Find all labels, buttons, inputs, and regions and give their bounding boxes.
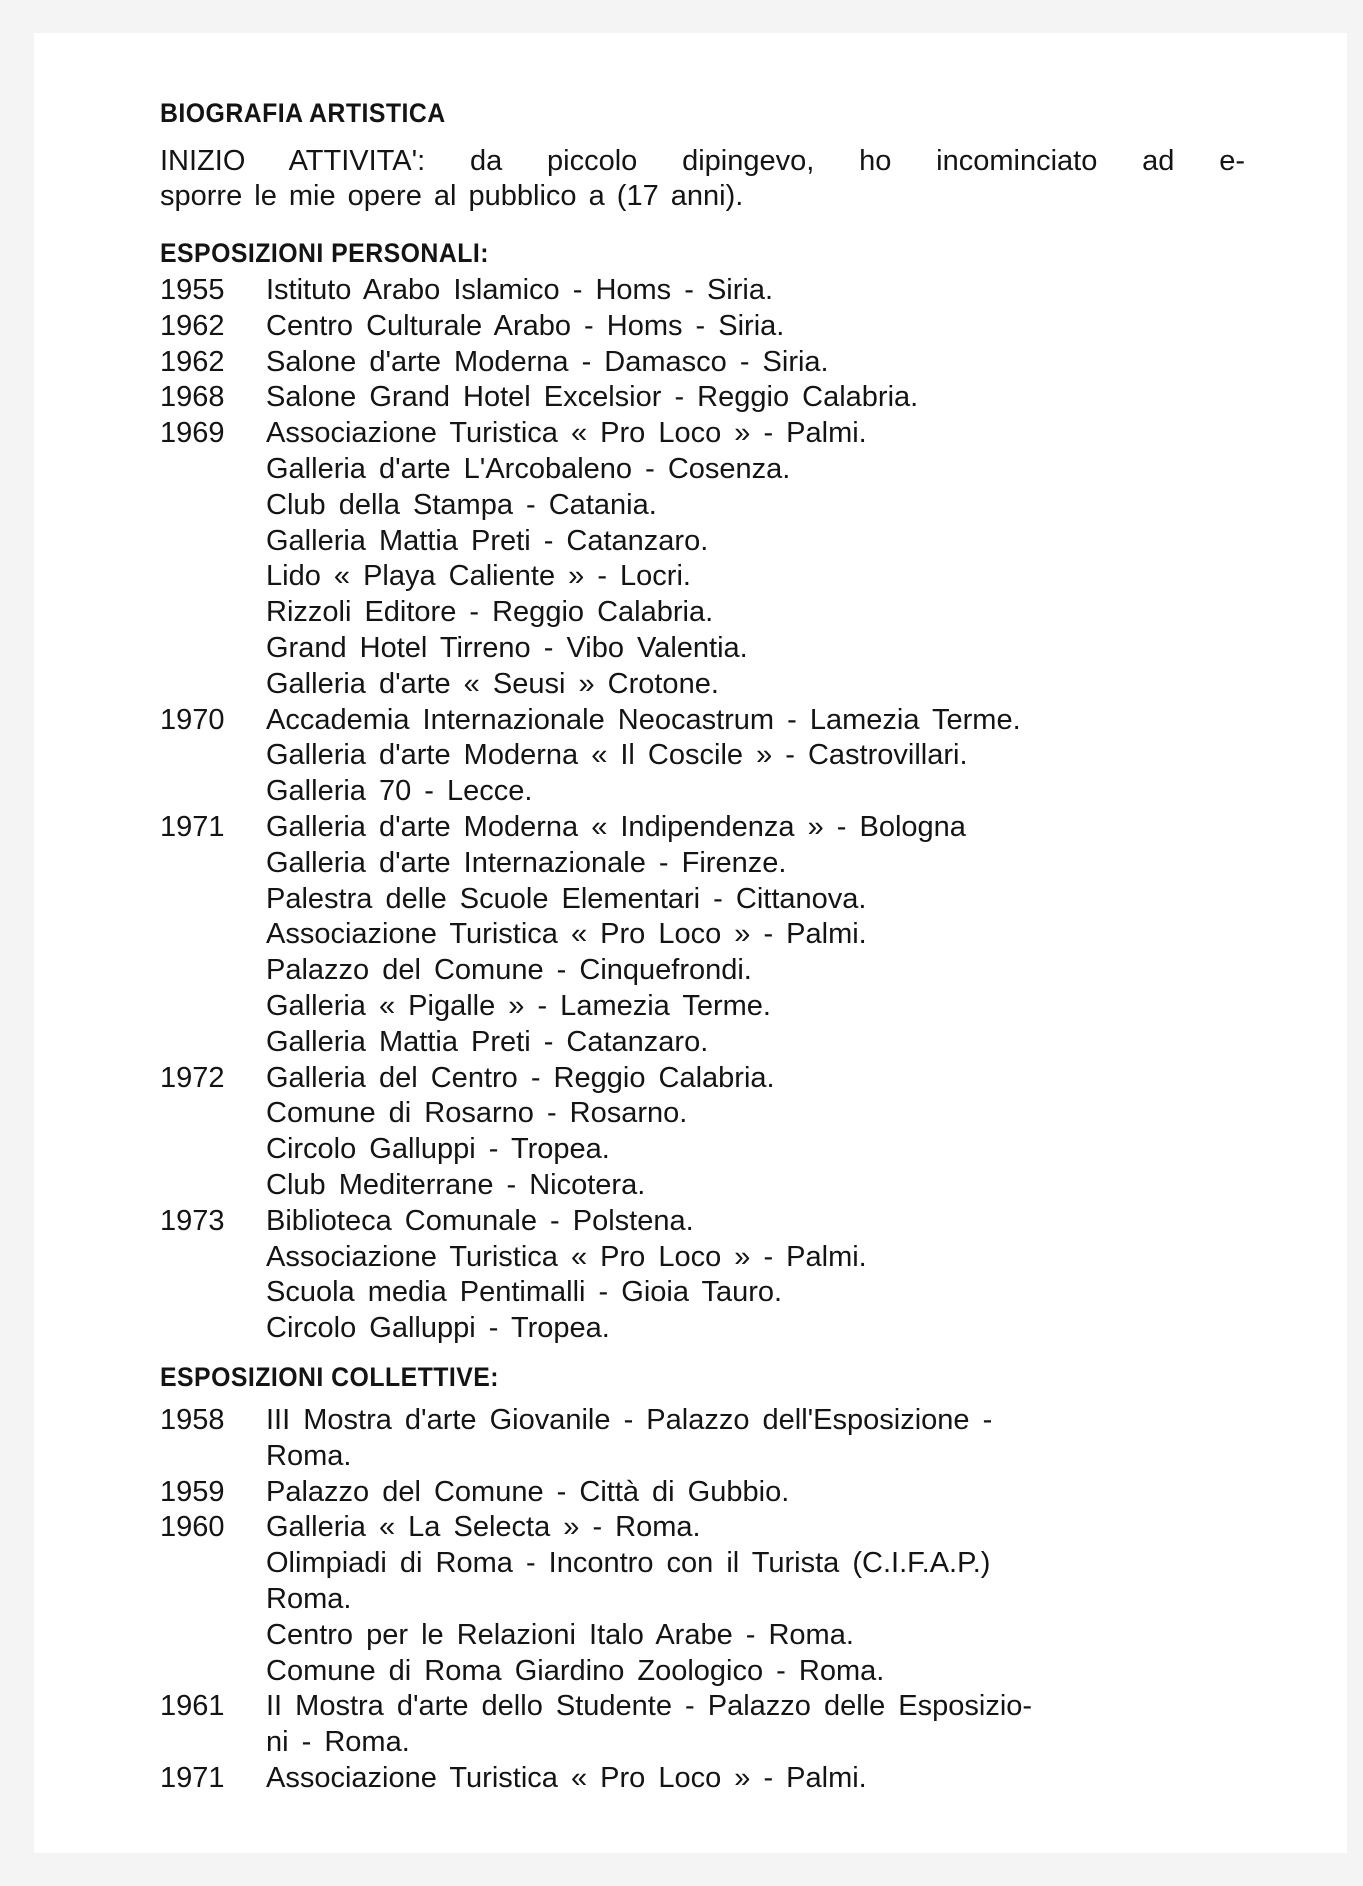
entry-text: Centro Culturale Arabo - Homs - Siria. bbox=[266, 309, 785, 342]
list-item bbox=[160, 1582, 1245, 1618]
entry-text: Galleria « Pigalle » - Lamezia Terme. bbox=[266, 989, 771, 1022]
entry-text: Galleria Mattia Preti - Catanzaro. bbox=[266, 524, 709, 557]
entry-text: Salone d'arte Moderna - Damasco - Siria. bbox=[266, 345, 829, 378]
entry-year bbox=[160, 667, 266, 703]
list-item bbox=[160, 738, 1245, 774]
list-item bbox=[160, 524, 1245, 560]
entry-year bbox=[160, 1025, 266, 1061]
list-item bbox=[160, 882, 1245, 918]
list-item bbox=[160, 1096, 1245, 1132]
entry-year bbox=[160, 559, 266, 595]
entry-text: Comune di Roma Giardino Zoologico - Roma. bbox=[266, 1654, 885, 1687]
entry-text: Galleria d'arte L'Arcobaleno - Cosenza. bbox=[266, 452, 791, 485]
entry-year: 1968 bbox=[160, 381, 225, 414]
entry-text: Galleria 70 - Lecce. bbox=[266, 775, 533, 808]
list-item bbox=[160, 1275, 1245, 1311]
entry-year bbox=[160, 1096, 266, 1132]
list-item bbox=[160, 1546, 1245, 1582]
entry-year bbox=[160, 1439, 266, 1475]
entry-year: 1961 bbox=[160, 1690, 225, 1723]
list-item bbox=[160, 774, 1245, 810]
entry-text: Club della Stampa - Catania. bbox=[266, 488, 657, 521]
list-item bbox=[160, 631, 1245, 667]
entry-year: 1959 bbox=[160, 1475, 225, 1508]
entry-text: Associazione Turistica « Pro Loco » - Palmi. bbox=[266, 1240, 867, 1273]
entry-text: Roma. bbox=[266, 1582, 352, 1615]
list-item bbox=[160, 488, 1245, 524]
entry-text: Palestra delle Scuole Elementari - Cittanova. bbox=[266, 882, 867, 915]
entry-year: 1971 bbox=[160, 810, 225, 843]
list-item bbox=[160, 309, 1245, 345]
entry-text: ni - Roma. bbox=[266, 1726, 410, 1759]
entry-text: Galleria d'arte Moderna « Indipendenza » - Bologna bbox=[266, 810, 966, 843]
entry-year bbox=[160, 917, 266, 953]
entry-year bbox=[160, 1654, 266, 1690]
entry-text: Roma. bbox=[266, 1439, 352, 1472]
entry-text: III Mostra d'arte Giovanile - Palazzo dell'Esposizione - bbox=[266, 1404, 993, 1436]
list-item bbox=[160, 1061, 1245, 1097]
list-item bbox=[160, 810, 1245, 846]
entry-year: 1972 bbox=[160, 1061, 225, 1094]
entry-year bbox=[160, 846, 266, 882]
entry-year bbox=[160, 1618, 266, 1654]
entry-text: Club Mediterrane - Nicotera. bbox=[266, 1168, 646, 1201]
entry-year: 1962 bbox=[160, 309, 225, 342]
list-item bbox=[160, 1132, 1245, 1168]
entry-text: Scuola media Pentimalli - Gioia Tauro. bbox=[266, 1276, 783, 1309]
list-item bbox=[160, 953, 1245, 989]
entry-text: Associazione Turistica « Pro Loco » - Palmi. bbox=[266, 918, 867, 951]
entry-text: Accademia Internazionale Neocastrum - Lamezia Terme. bbox=[266, 703, 1021, 736]
entry-year bbox=[160, 1275, 266, 1311]
list-item bbox=[160, 380, 1245, 416]
list-item bbox=[160, 273, 1245, 309]
entry-year bbox=[160, 953, 266, 989]
entry-text: Circolo Galluppi - Tropea. bbox=[266, 1312, 610, 1345]
entry-year bbox=[160, 1132, 266, 1168]
entry-text: Biblioteca Comunale - Polstena. bbox=[266, 1204, 694, 1237]
list-item bbox=[160, 1761, 1245, 1797]
entry-text: Grand Hotel Tirreno - Vibo Valentia. bbox=[266, 631, 748, 664]
collettive-heading: ESPOSIZIONI COLLETTIVE: bbox=[160, 1362, 500, 1392]
list-item bbox=[160, 1403, 1245, 1439]
list-item bbox=[160, 703, 1245, 739]
list-item bbox=[160, 559, 1245, 595]
entry-text: Galleria Mattia Preti - Catanzaro. bbox=[266, 1025, 709, 1058]
entry-year: 1969 bbox=[160, 417, 225, 450]
list-item bbox=[160, 416, 1245, 452]
entry-text: Istituto Arabo Islamico - Homs - Siria. bbox=[266, 274, 774, 306]
entry-year bbox=[160, 882, 266, 918]
entry-text: Centro per le Relazioni Italo Arabe - Roma. bbox=[266, 1618, 854, 1651]
entry-text: Circolo Galluppi - Tropea. bbox=[266, 1133, 610, 1166]
list-item bbox=[160, 1618, 1245, 1654]
entry-text: II Mostra d'arte dello Studente - Palazzo delle Esposizio- bbox=[266, 1690, 1033, 1723]
entry-year bbox=[160, 989, 266, 1025]
entry-year bbox=[160, 452, 266, 488]
entry-year bbox=[160, 774, 266, 810]
entry-text: Galleria « La Selecta » - Roma. bbox=[266, 1511, 701, 1544]
entry-text: Galleria d'arte « Seusi » Crotone. bbox=[266, 667, 719, 700]
entry-year bbox=[160, 1546, 266, 1582]
personali-list bbox=[160, 273, 1245, 1347]
entry-text: Rizzoli Editore - Reggio Calabria. bbox=[266, 596, 714, 629]
list-item bbox=[160, 1654, 1245, 1690]
entry-text: Palazzo del Comune - Città di Gubbio. bbox=[266, 1475, 790, 1508]
entry-year bbox=[160, 1311, 266, 1347]
list-item bbox=[160, 1510, 1245, 1546]
list-item bbox=[160, 917, 1245, 953]
entry-year: 1955 bbox=[160, 274, 225, 306]
collettive-list bbox=[160, 1403, 1245, 1797]
entry-year bbox=[160, 631, 266, 667]
entry-year bbox=[160, 1240, 266, 1276]
entry-text: Palazzo del Comune - Cinquefrondi. bbox=[266, 954, 752, 987]
list-item bbox=[160, 452, 1245, 488]
intro-line-2: sporre le mie opere al pubblico a (17 anni). bbox=[160, 180, 744, 212]
entry-year: 1960 bbox=[160, 1511, 225, 1544]
list-item bbox=[160, 1725, 1245, 1761]
list-item bbox=[160, 1240, 1245, 1276]
entry-text: Galleria d'arte Moderna « Il Coscile » - Castrovillari. bbox=[266, 739, 968, 772]
entry-year bbox=[160, 738, 266, 774]
entry-year bbox=[160, 1168, 266, 1204]
entry-year bbox=[160, 595, 266, 631]
list-item bbox=[160, 1025, 1245, 1061]
entry-year: 1973 bbox=[160, 1204, 225, 1237]
entry-text: Associazione Turistica « Pro Loco » - Palmi. bbox=[266, 1761, 867, 1794]
list-item bbox=[160, 1168, 1245, 1204]
entry-year bbox=[160, 524, 266, 560]
list-item bbox=[160, 1311, 1245, 1347]
entry-year: 1958 bbox=[160, 1404, 225, 1436]
entry-text: Lido « Playa Caliente » - Locri. bbox=[266, 560, 691, 593]
personali-heading: ESPOSIZIONI PERSONALI: bbox=[160, 238, 489, 268]
entry-text: Salone Grand Hotel Excelsior - Reggio Calabria. bbox=[266, 381, 919, 414]
entry-year bbox=[160, 488, 266, 524]
list-item bbox=[160, 1439, 1245, 1475]
entry-year bbox=[160, 1582, 266, 1618]
page-title: BIOGRAFIA ARTISTICA bbox=[160, 98, 446, 128]
entry-text: Associazione Turistica « Pro Loco » - Palmi. bbox=[266, 417, 867, 450]
list-item bbox=[160, 1204, 1245, 1240]
entry-text: Galleria del Centro - Reggio Calabria. bbox=[266, 1061, 775, 1094]
entry-year: 1962 bbox=[160, 345, 225, 378]
list-item bbox=[160, 667, 1245, 703]
list-item bbox=[160, 595, 1245, 631]
entry-year bbox=[160, 1725, 266, 1761]
intro-line-1: INIZIO ATTIVITA': da piccolo dipingevo, ho incominciato ad e- bbox=[160, 145, 1245, 177]
entry-year: 1970 bbox=[160, 703, 225, 736]
list-item bbox=[160, 1689, 1245, 1725]
list-item bbox=[160, 1475, 1245, 1511]
entry-text: Comune di Rosarno - Rosarno. bbox=[266, 1097, 688, 1130]
list-item bbox=[160, 989, 1245, 1025]
entry-text: Olimpiadi di Roma - Incontro con il Turista (C.I.F.A.P.) bbox=[266, 1547, 991, 1580]
list-item bbox=[160, 345, 1245, 381]
entry-text: Galleria d'arte Internazionale - Firenze. bbox=[266, 846, 787, 879]
entry-year: 1971 bbox=[160, 1761, 225, 1794]
list-item bbox=[160, 846, 1245, 882]
